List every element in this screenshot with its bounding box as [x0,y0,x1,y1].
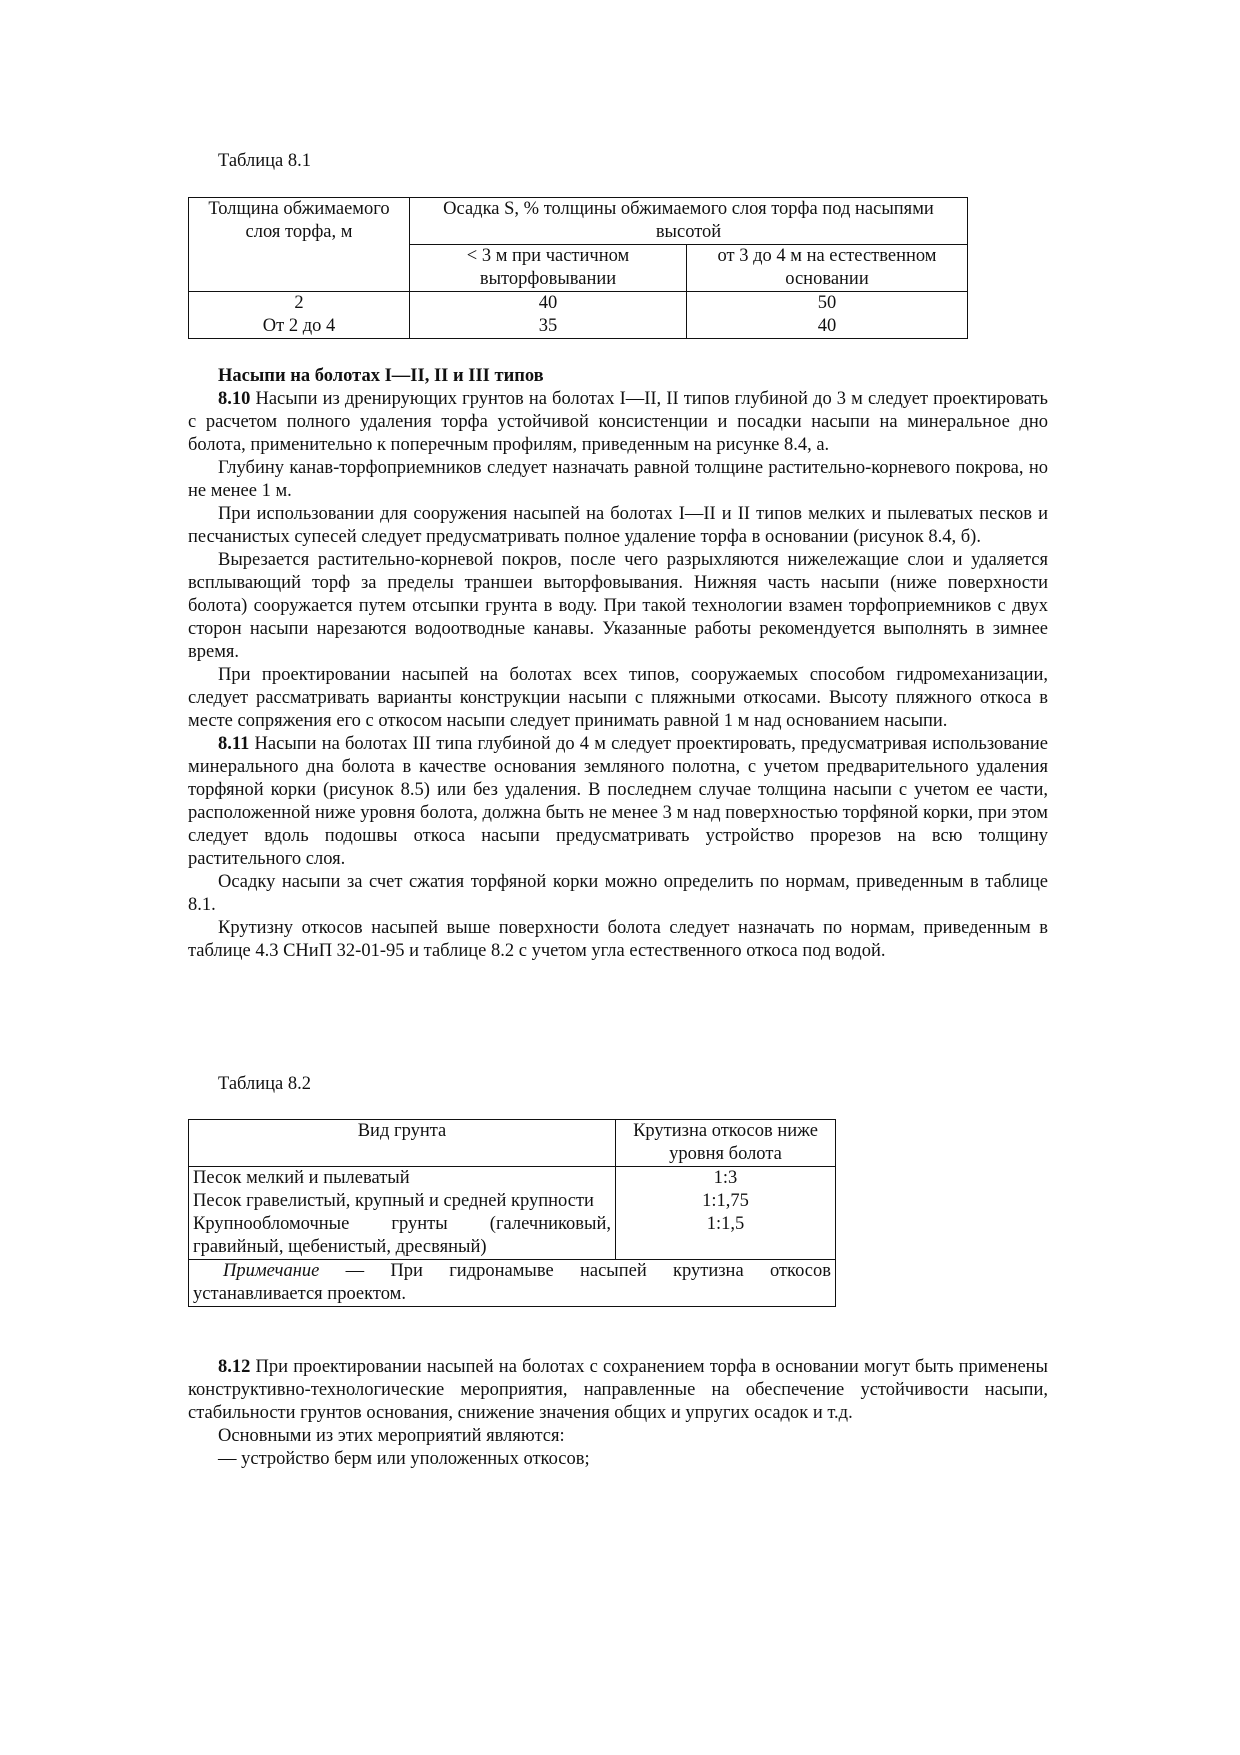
table-8-1-caption: Таблица 8.1 [218,151,311,171]
table2-row3-soil: Крупнообломочные грунты (галечниковый, гравийный, щебенистый, дресвяный) [189,1213,616,1260]
clause-number-8-12: 8.12 [218,1357,251,1377]
table2-row1-slope: 1:3 [616,1167,836,1191]
list-item-berms: — устройство берм или уположенных откосов; [218,1449,590,1469]
paragraph-8-12: 8.12 При проектировании насыпей на болотах с сохранением торфа в основании могут быть применены конструктивно-технологические мероприятия, направленные на обеспечение устойчивости насыпи, стабильности грунтов основания, снижение значения общих и упругих осадок и т.д. [188,1357,1048,1423]
table2-row2-soil: Песок гравелистый, крупный и средней крупности [189,1190,616,1213]
paragraph-settlement: Осадку насыпи за счет сжатия торфяной корки можно определить по нормам, приведенным в таблице 8.1. [188,872,1048,915]
table2-col1-header: Вид грунта [189,1120,616,1167]
table2-row1-soil: Песок мелкий и пылеватый [189,1167,616,1191]
table-8-1 [188,197,968,339]
table1-col1-header: Толщина обжимаемого слоя торфа, м [189,198,410,292]
clause-number-8-11: 8.11 [218,734,250,754]
table1-row1-thickness: 2 [189,292,410,316]
table1-row2-value-a: 35 [410,315,687,339]
table-8-2-caption: Таблица 8.2 [218,1074,311,1094]
section-swamps [188,365,1048,963]
table2-col2-header: Крутизна откосов ниже уровня болота [616,1120,836,1167]
paragraph-8-10: 8.10 Насыпи из дренирующих грунтов на болотах I—II, II типов глубиной до 3 м следует проектировать с расчетом полного удаления торфа устойчивой консистенции и посадки насыпи на минеральное дно болота, применительно к поперечным профилям, приведенным на рисунке 8.4, а. [188,389,1048,455]
table2-note: Примечание — При гидронамыве насыпей крутизна откосов устанавливается проектом. [189,1260,836,1307]
table1-group-header: Осадка S, % толщины обжимаемого слоя торфа под насыпями высотой [410,198,968,245]
paragraph-fine-sands: При использовании для сооружения насыпей на болотах I—II и II типов мелких и пылеватых песков и песчанистых супесей следует предусматривать полное удаление торфа в основании (рисунок 8.4, б). [188,504,1048,547]
paragraph-8-11: 8.11 Насыпи на болотах III типа глубиной до 4 м следует проектировать, предусматривая использование минерального дна болота в качестве основания земляного полотна, с учетом предварительного удаления торфяной корки (рисунок 8.5) или без удаления. В последнем случае толщина насыпи с учетом ее части, расположенной ниже уровня болота, должна быть не менее 3 м над поверхностью торфяной корки, при этом следует вдоль подошвы откоса насыпи предусматривать устройство прорезов на всю толщину растительного слоя. [188,734,1048,869]
table1-row2-value-b: 40 [687,315,968,339]
table1-sub-header-2: от 3 до 4 м на естественном основании [687,245,968,292]
paragraph-ditch-depth: Глубину канав-торфоприемников следует назначать равной толщине растительно-корневого покрова, но не менее 1 м. [188,458,1048,501]
table1-row2-thickness: От 2 до 4 [189,315,410,339]
paragraph-main-measures: Основными из этих мероприятий являются: [218,1426,565,1446]
table2-row3-slope: 1:1,5 [616,1213,836,1260]
paragraph-hydromechanization: При проектировании насыпей на болотах всех типов, сооружаемых способом гидромеханизации, следует рассматривать варианты конструкции насыпи с пляжными откосами. Высоту пляжного откоса в месте сопряжения его с откосом насыпи следует принимать равной 1 м над основанием насыпи. [188,665,1048,731]
table2-note-label: Примечание [223,1261,320,1281]
paragraph-cutting: Вырезается растительно-корневой покров, после чего разрыхляются нижележащие слои и удаляется всплывающий торф за пределы траншеи выторфовывания. Нижняя часть насыпи (ниже поверхности болота) сооружается путем отсыпки грунта в воду. При такой технологии взамен торфоприемников с двух сторон насыпи нарезаются водоотводные канавы. Указанные работы рекомендуется выполнять в зимнее время. [188,550,1048,662]
table1-row1-value-a: 40 [410,292,687,316]
clause-number-8-10: 8.10 [218,389,251,409]
table1-sub-header-1: < 3 м при частичном выторфовывании [410,245,687,292]
table-8-2 [188,1119,836,1307]
table2-row2-slope: 1:1,75 [616,1190,836,1213]
section-heading: Насыпи на болотах I—II, II и III типов [218,366,544,386]
section-measures [188,1356,1048,1471]
table1-row1-value-b: 50 [687,292,968,316]
paragraph-slopes: Крутизну откосов насыпей выше поверхности болота следует назначать по нормам, приведенным в таблице 4.3 СНиП 32-01-95 и таблице 8.2 с учетом угла естественного откоса под водой. [188,918,1048,961]
